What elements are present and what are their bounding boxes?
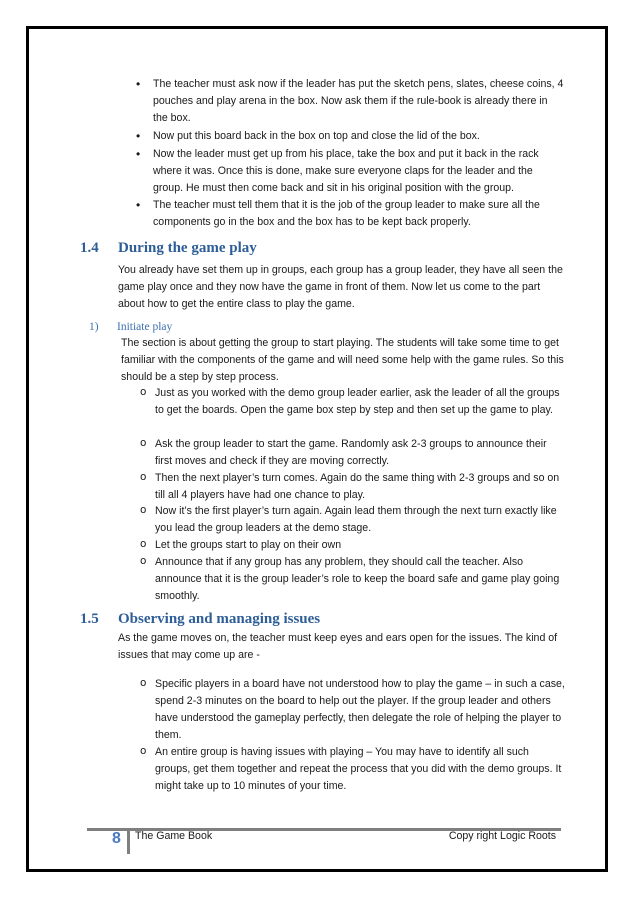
section-paragraph: You already have set them up in groups, each group has a group leader, they have all seen the game play once and they now have the game in front of them. Now let us come to the part about how to get the entire class to play the game.	[118, 264, 563, 310]
bullet-text: The teacher must ask now if the leader has put the sketch pens, slates, cheese coins, 4 pouches and play arena in the box. Now ask them if the rule-book is already there in the box.	[153, 78, 564, 124]
bullet-mark: •	[136, 77, 141, 91]
list-text: An entire group is having issues with playing – You may have to identify all such groups, get them together and repeat the process that you did with the demo groups. It might take up to 10 minutes of your time.	[155, 746, 562, 792]
list-mark: o	[140, 471, 147, 483]
bullet-mark: •	[136, 198, 141, 212]
list-mark: o	[140, 745, 147, 757]
bullet-text: Now put this board back in the box on top and close the lid of the box.	[153, 130, 480, 142]
list-text: Specific players in a board have not understood how to play the game – in such a case, spend 2-3 minutes on the board to help out the player. If the group leader and others have understood the gameplay perfectly, then delegate the role of helping the player to them.	[155, 678, 565, 741]
bullet-text: Now the leader must get up from his place, take the box and put it back in the rack where it was. Once this is done, make sure everyone claps for the leader and the group. He must then come back and sit in his original position with the group.	[153, 148, 539, 194]
section-paragraph: As the game moves on, the teacher must keep eyes and ears open for the issues. The kind of issues that may come up are -	[118, 632, 558, 661]
footer-copyright: Copy right Logic Roots	[448, 830, 556, 842]
section-heading-1-5	[80, 611, 560, 631]
list-mark: o	[140, 555, 147, 567]
list-mark: o	[140, 538, 147, 550]
section-heading-1-4	[80, 240, 560, 260]
bullet-mark: •	[136, 129, 141, 143]
subsection-paragraph: The section is about getting the group to start playing. The students will take some time to get familiar with the components of the game and will need some help with the game rules. So this should be a step by step process.	[121, 337, 564, 383]
bullet-text: The teacher must tell them that it is the job of the group leader to make sure all the components go in the box and the box has to be kept back properly.	[153, 199, 540, 228]
subsection-heading	[89, 319, 489, 335]
section-title: Observing and managing issues	[118, 611, 321, 627]
list-mark: o	[140, 386, 147, 398]
section-title: During the game play	[118, 240, 257, 256]
section-number: 1.5	[80, 611, 99, 627]
list-text: Just as you worked with the demo group leader earlier, ask the leader of all the groups to get the boards. Open the game box step by step and then set up the game to play.	[155, 387, 560, 416]
section-number: 1.4	[80, 240, 99, 256]
subsection-number: 1)	[89, 321, 99, 333]
footer-book-title: The Game Book	[135, 830, 213, 842]
footer-separator	[127, 828, 130, 854]
subsection-title: Initiate play	[117, 321, 173, 333]
list-text: Let the groups start to play on their own	[155, 539, 342, 551]
list-mark: o	[140, 504, 147, 516]
list-mark: o	[140, 437, 147, 449]
bullet-mark: •	[136, 147, 141, 161]
list-mark: o	[140, 677, 147, 689]
page-number: 8	[112, 830, 121, 847]
list-text: Then the next player’s turn comes. Again do the same thing with 2-3 groups and so on till all 4 players have had one chance to play.	[155, 472, 560, 501]
list-text: Ask the group leader to start the game. Randomly ask 2-3 groups to announce their first moves and check if they are moving correctly.	[155, 438, 547, 467]
list-text: Announce that if any group has any problem, they should call the teacher. Also announce that it is the group leader’s role to keep the board safe and game play going smoothly.	[155, 556, 560, 602]
list-text: Now it’s the first player’s turn again. Again lead them through the next turn exactly like you lead the group leaders at the demo stage.	[155, 505, 557, 534]
